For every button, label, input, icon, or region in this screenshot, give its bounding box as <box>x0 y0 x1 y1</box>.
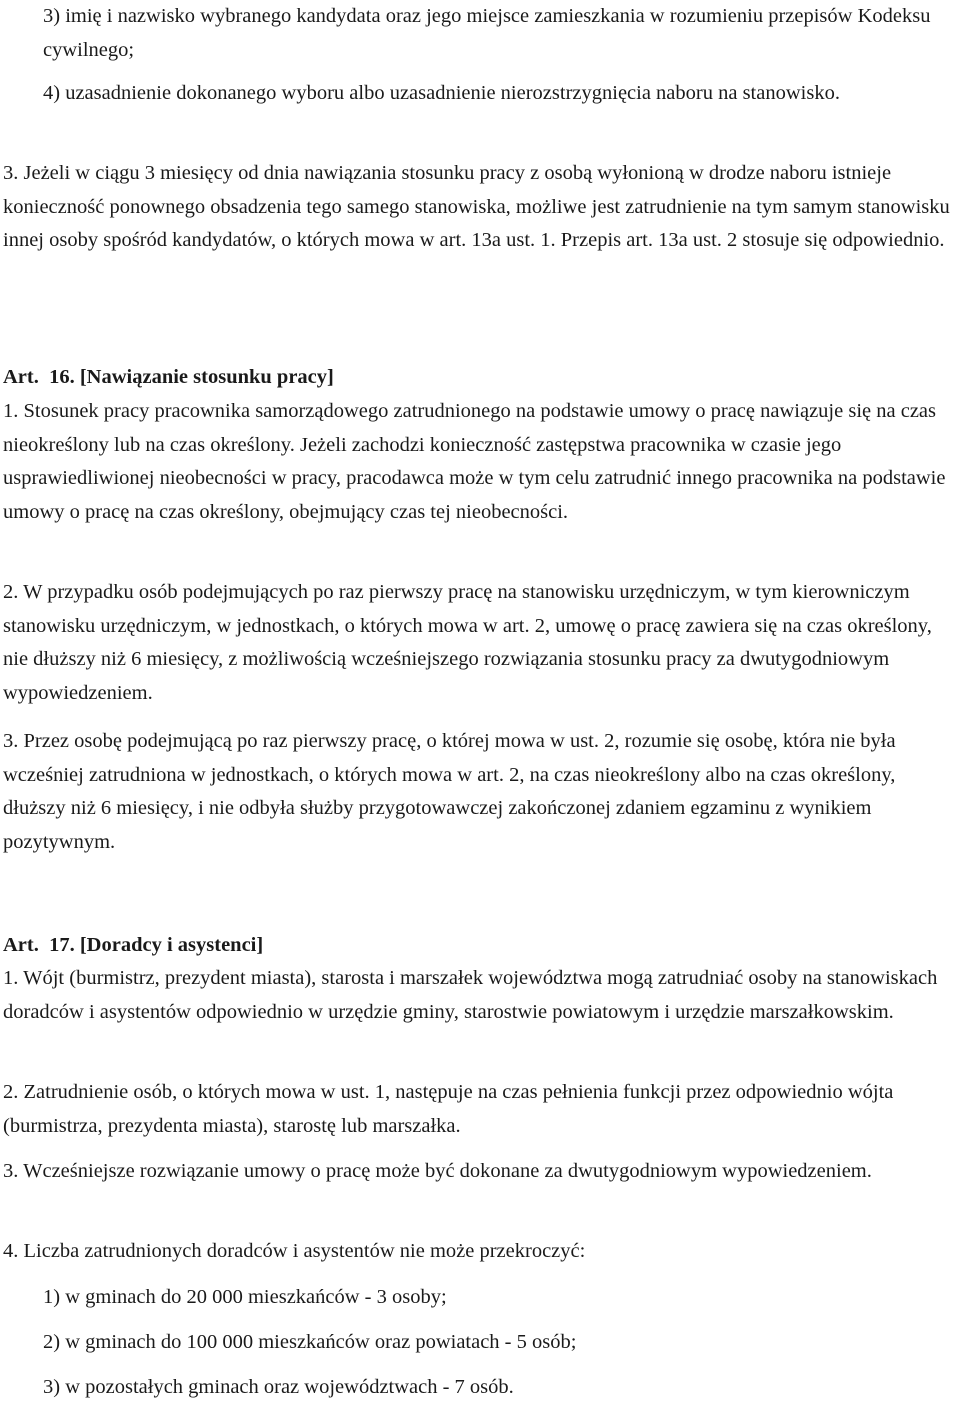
list-item-4: 4) uzasadnienie dokonanego wyboru albo uzasadnienie nierozstrzygnięcia naboru na stanowisko. <box>43 82 840 104</box>
article-16-heading: Art. 16. [Nawiązanie stosunku pracy] <box>3 366 334 388</box>
article-17-list-item-3: 3) w pozostałych gminach oraz województwach - 7 osób. <box>43 1376 514 1398</box>
paragraph-3: 3. Jeżeli w ciągu 3 miesięcy od dnia nawiązania stosunku pracy z osobą wyłonioną w drodze naboru istnieje konieczność ponownego obsadzenia tego samego stanowiska, możliwe jest zatrudnienie na tym samym stanowisku innej osoby spośród kandydatów, o których mowa w art. 13a ust. 1. Przepis art. 13a ust. 2 stosuje się odpowiednio. <box>3 162 950 252</box>
article-17-paragraph-3: 3. Wcześniejsze rozwiązanie umowy o pracę może być dokonane za dwutygodniowym wypowiedzeniem. <box>3 1160 872 1182</box>
article-17-list-item-1: 1) w gminach do 20 000 mieszkańców - 3 osoby; <box>43 1286 447 1308</box>
article-17-paragraph-2: 2. Zatrudnienie osób, o których mowa w ust. 1, następuje na czas pełnienia funkcji przez odpowiednio wójta (burmistrza, prezydenta miasta), starostę lub marszałka. <box>3 1081 894 1137</box>
article-17-paragraph-4: 4. Liczba zatrudnionych doradców i asystentów nie może przekroczyć: <box>3 1240 586 1262</box>
article-16-paragraph-2: 2. W przypadku osób podejmujących po raz pierwszy pracę na stanowisku urzędniczym, w tym kierowniczym stanowisku urzędniczym, w jednostkach, o których mowa w art. 2, umowę o pracę zawiera się na czas określony, nie dłuższy niż 6 miesięcy, z możliwością wcześniejszego rozwiązania stosunku pracy za dwutygodniowym wypowiedzeniem. <box>3 581 932 704</box>
article-17-list-item-2: 2) w gminach do 100 000 mieszkańców oraz powiatach - 5 osób; <box>43 1331 577 1353</box>
article-16-paragraph-1: 1. Stosunek pracy pracownika samorządowego zatrudnionego na podstawie umowy o pracę nawiązuje się na czas nieokreślony lub na czas określony. Jeżeli zachodzi konieczność zastępstwa pracownika w czasie jego usprawiedliwionej nieobecności w pracy, pracodawca może w tym celu zatrudnić innego pracownika na podstawie umowy o pracę na czas określony, obejmujący czas tej nieobecności. <box>3 400 946 523</box>
article-16-paragraph-3: 3. Przez osobę podejmującą po raz pierwszy pracę, o której mowa w ust. 2, rozumie się osobę, która nie była wcześniej zatrudniona w jednostkach, o których mowa w art. 2, na czas nieokreślony albo na czas określony, dłuższy niż 6 miesięcy, i nie odbyła służby przygotowawczej zakończonej zdaniem egzaminu z wynikiem pozytywnym. <box>3 730 896 853</box>
article-17-paragraph-1: 1. Wójt (burmistrz, prezydent miasta), starosta i marszałek województwa mogą zatrudniać osoby na stanowiskach doradców i asystentów odpowiednio w urzędzie gminy, starostwie powiatowym i urzędzie marszałkowskim. <box>3 967 938 1023</box>
list-item-3: 3) imię i nazwisko wybranego kandydata oraz jego miejsce zamieszkania w rozumieniu przepisów Kodeksu cywilnego; <box>43 5 931 61</box>
article-17-heading: Art. 17. [Doradcy i asystenci] <box>3 934 264 956</box>
